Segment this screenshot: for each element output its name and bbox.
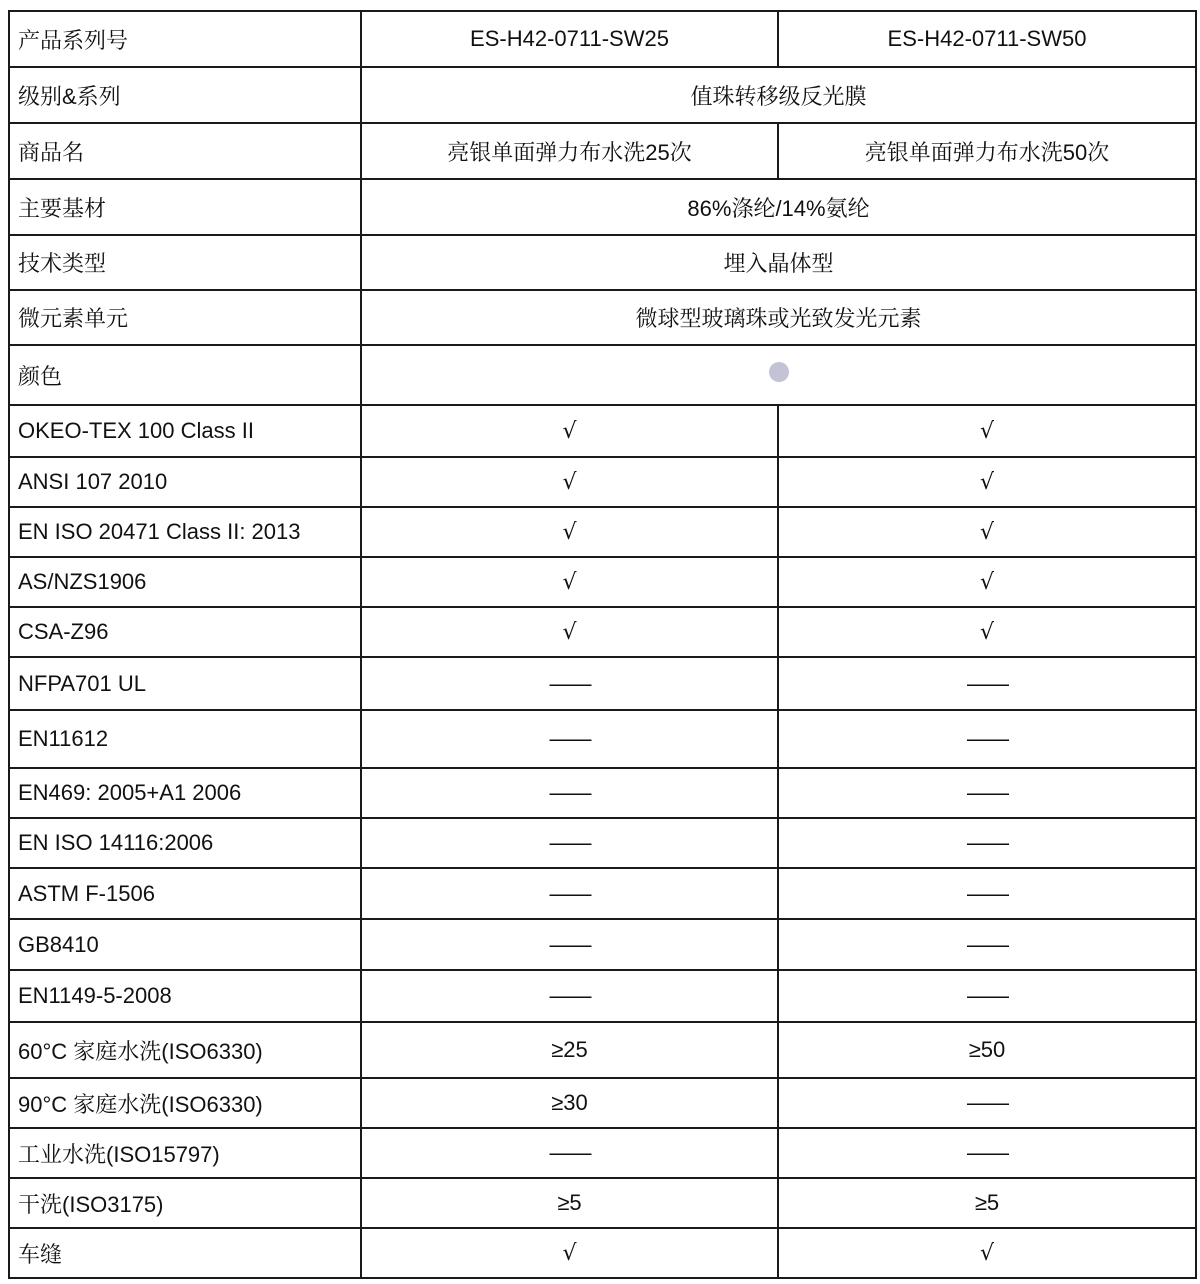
value-cell <box>778 868 1196 919</box>
table-row <box>9 919 1196 970</box>
spec-table <box>8 10 1197 1279</box>
dash-mark: —— <box>967 1140 1007 1165</box>
value-cell <box>361 11 778 67</box>
row-label: ANSI 107 2010 <box>9 457 361 507</box>
value-cell <box>361 1178 778 1228</box>
value-cell <box>778 768 1196 818</box>
row-label: CSA-Z96 <box>9 607 361 657</box>
row-label: 工业水洗(ISO15797) <box>9 1128 361 1178</box>
table-row <box>9 1228 1196 1278</box>
dash-mark: —— <box>967 830 1007 855</box>
value-cell <box>361 1078 778 1128</box>
dash-mark: —— <box>549 983 590 1008</box>
dash-mark: —— <box>549 780 590 805</box>
row-label: EN ISO 20471 Class II: 2013 <box>9 507 361 557</box>
table-row <box>9 507 1196 557</box>
check-mark: √ <box>562 419 577 444</box>
value-cell <box>361 457 778 507</box>
dash-mark: —— <box>549 1140 590 1165</box>
table-row <box>9 1022 1196 1078</box>
value-cell <box>778 710 1196 768</box>
row-label: 商品名 <box>9 123 361 179</box>
check-mark: √ <box>562 470 577 495</box>
dash-mark: —— <box>967 780 1007 805</box>
value-cell <box>361 657 778 710</box>
table-row <box>9 868 1196 919</box>
table-row <box>9 557 1196 607</box>
value-cell <box>778 657 1196 710</box>
value-cell <box>778 457 1196 507</box>
check-mark: √ <box>562 570 577 595</box>
row-label: 主要基材 <box>9 179 361 235</box>
value-text: ≥50 <box>968 1037 1006 1062</box>
value-cell <box>361 1128 778 1178</box>
value-text: ≥25 <box>551 1037 588 1062</box>
row-label: EN ISO 14116:2006 <box>9 818 361 868</box>
dash-mark: —— <box>967 931 1007 957</box>
value-text: ES-H42-0711-SW25 <box>470 26 669 51</box>
row-label: 级别&系列 <box>9 67 361 123</box>
table-row <box>9 1078 1196 1128</box>
value-cell <box>361 768 778 818</box>
value-cell <box>778 123 1196 179</box>
dash-mark: —— <box>967 880 1007 906</box>
row-label: 产品系列号 <box>9 11 361 67</box>
value-text: ≥5 <box>974 1190 1000 1215</box>
value-cell <box>361 1228 778 1278</box>
table-row <box>9 1128 1196 1178</box>
color-cell <box>361 345 1196 405</box>
dash-mark: —— <box>549 670 590 696</box>
dash-mark: —— <box>549 880 590 906</box>
table-row <box>9 970 1196 1022</box>
merged-value-cell: 微球型玻璃珠或光致发光元素 <box>361 290 1196 345</box>
row-label: AS/NZS1906 <box>9 557 361 607</box>
dash-mark: —— <box>967 670 1007 696</box>
value-cell <box>778 507 1196 557</box>
dash-mark: —— <box>967 726 1007 751</box>
value-cell <box>778 1022 1196 1078</box>
check-mark: √ <box>979 419 995 444</box>
check-mark: √ <box>562 620 577 645</box>
table-row <box>9 818 1196 868</box>
dash-mark: —— <box>549 830 590 855</box>
merged-value-cell: 埋入晶体型 <box>361 235 1196 290</box>
row-label: 技术类型 <box>9 235 361 290</box>
table-row <box>9 710 1196 768</box>
value-cell <box>361 868 778 919</box>
check-mark: √ <box>979 620 995 645</box>
dash-mark: —— <box>967 983 1007 1008</box>
color-swatch <box>769 362 789 382</box>
table-row <box>9 607 1196 657</box>
check-mark: √ <box>979 1241 995 1266</box>
value-cell <box>778 1228 1196 1278</box>
value-cell <box>778 405 1196 457</box>
value-text: ES-H42-0711-SW50 <box>887 26 1087 51</box>
row-label: 颜色 <box>9 345 361 405</box>
table-row <box>9 290 1196 345</box>
table-row <box>9 235 1196 290</box>
value-cell <box>361 557 778 607</box>
value-cell <box>361 919 778 970</box>
row-label: 60°C 家庭水洗(ISO6330) <box>9 1022 361 1078</box>
row-label: 微元素单元 <box>9 290 361 345</box>
table-row <box>9 1178 1196 1228</box>
spec-table-body <box>9 11 1196 1278</box>
value-cell <box>778 970 1196 1022</box>
check-mark: √ <box>562 1241 577 1266</box>
value-text: 亮银单面弹力布水洗50次 <box>864 139 1110 165</box>
dash-mark: —— <box>549 726 590 751</box>
value-cell <box>778 557 1196 607</box>
value-text: ≥5 <box>557 1190 582 1215</box>
value-cell <box>361 405 778 457</box>
table-row <box>9 768 1196 818</box>
row-label: ASTM F-1506 <box>9 868 361 919</box>
table-row <box>9 179 1196 235</box>
row-label: 90°C 家庭水洗(ISO6330) <box>9 1078 361 1128</box>
table-row <box>9 457 1196 507</box>
value-cell <box>361 818 778 868</box>
table-row <box>9 11 1196 67</box>
value-cell <box>778 1078 1196 1128</box>
table-row <box>9 657 1196 710</box>
row-label: NFPA701 UL <box>9 657 361 710</box>
row-label: OKEO-TEX 100 Class II <box>9 405 361 457</box>
table-row <box>9 123 1196 179</box>
check-mark: √ <box>562 520 577 545</box>
value-cell <box>778 919 1196 970</box>
value-cell <box>361 507 778 557</box>
value-cell <box>778 607 1196 657</box>
row-label: EN469: 2005+A1 2006 <box>9 768 361 818</box>
value-cell <box>361 607 778 657</box>
table-row <box>9 345 1196 405</box>
row-label: GB8410 <box>9 919 361 970</box>
check-mark: √ <box>979 470 995 495</box>
value-text: ≥30 <box>551 1090 588 1115</box>
value-cell <box>778 11 1196 67</box>
value-cell <box>778 818 1196 868</box>
table-row <box>9 67 1196 123</box>
value-cell <box>361 123 778 179</box>
value-cell <box>778 1128 1196 1178</box>
dash-mark: —— <box>549 931 590 957</box>
value-cell <box>361 710 778 768</box>
value-text: 亮银单面弹力布水洗25次 <box>447 139 692 165</box>
row-label: 车缝 <box>9 1228 361 1278</box>
check-mark: √ <box>979 570 995 595</box>
value-cell <box>361 970 778 1022</box>
merged-value-cell: 值珠转移级反光膜 <box>361 67 1196 123</box>
row-label: 干洗(ISO3175) <box>9 1178 361 1228</box>
check-mark: √ <box>979 520 995 545</box>
row-label: EN11612 <box>9 710 361 768</box>
value-cell <box>361 1022 778 1078</box>
merged-value-cell: 86%涤纶/14%氨纶 <box>361 179 1196 235</box>
table-row <box>9 405 1196 457</box>
value-cell <box>778 1178 1196 1228</box>
dash-mark: —— <box>967 1090 1007 1115</box>
row-label: EN1149-5-2008 <box>9 970 361 1022</box>
